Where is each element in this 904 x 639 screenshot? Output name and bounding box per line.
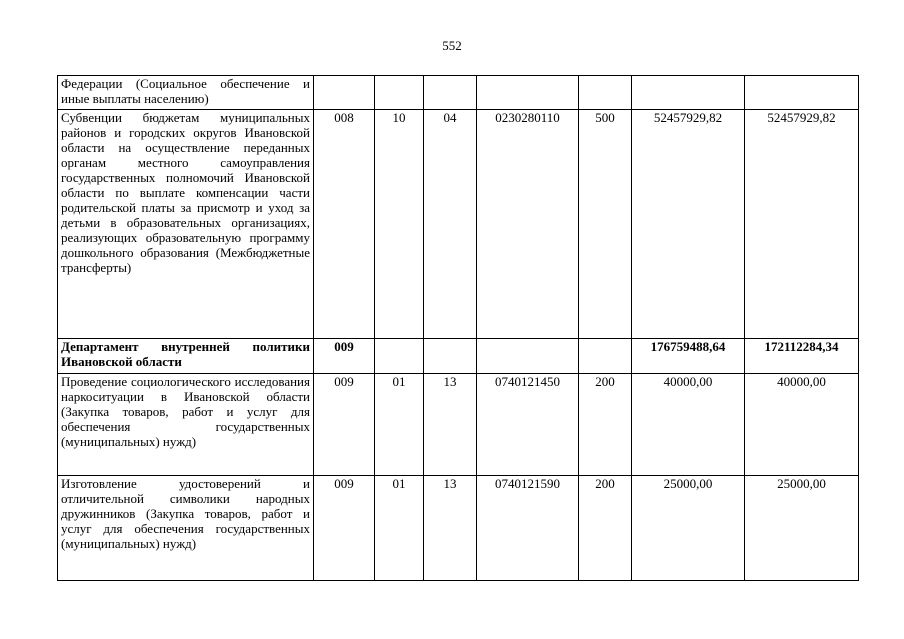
row-admin-code — [314, 76, 375, 110]
row-admin-code: 009 — [314, 374, 375, 476]
row-amount-2: 40000,00 — [745, 374, 859, 476]
row-amount-1: 25000,00 — [632, 476, 745, 581]
row-target-code — [477, 76, 579, 110]
row-description: Департамент внутренней политики Ивановской области — [58, 339, 314, 374]
row-subsection — [424, 76, 477, 110]
row-amount-1: 52457929,82 — [632, 110, 745, 339]
row-amount-1 — [632, 76, 745, 110]
row-subsection: 04 — [424, 110, 477, 339]
row-expense-type: 500 — [579, 110, 632, 339]
row-amount-2: 52457929,82 — [745, 110, 859, 339]
row-target-code: 0740121450 — [477, 374, 579, 476]
row-section: 01 — [375, 374, 424, 476]
row-description: Проведение социологического исследования наркоситуации в Ивановской области (Закупка товаров, работ и услуг для обеспечения государственных (муниципальных) нужд) — [58, 374, 314, 476]
row-subsection: 13 — [424, 476, 477, 581]
budget-table — [57, 75, 859, 581]
page-number: 552 — [442, 38, 462, 53]
row-section: 01 — [375, 476, 424, 581]
row-target-code: 0740121590 — [477, 476, 579, 581]
row-section — [375, 339, 424, 374]
table-row — [58, 374, 859, 476]
row-section: 10 — [375, 110, 424, 339]
row-admin-code: 009 — [314, 339, 375, 374]
row-target-code — [477, 339, 579, 374]
row-target-code: 0230280110 — [477, 110, 579, 339]
row-description: Изготовление удостоверений и отличительной символики народных дружинников (Закупка товаров, работ и услуг для обеспечения государственных (муниципальных) нужд) — [58, 476, 314, 581]
table-row — [58, 110, 859, 339]
row-expense-type — [579, 339, 632, 374]
row-amount-2: 172112284,34 — [745, 339, 859, 374]
row-expense-type: 200 — [579, 476, 632, 581]
row-subsection — [424, 339, 477, 374]
table-row — [58, 339, 859, 374]
row-amount-2 — [745, 76, 859, 110]
row-expense-type — [579, 76, 632, 110]
row-amount-2: 25000,00 — [745, 476, 859, 581]
table-row — [58, 476, 859, 581]
row-amount-1: 40000,00 — [632, 374, 745, 476]
row-expense-type: 200 — [579, 374, 632, 476]
row-amount-1: 176759488,64 — [632, 339, 745, 374]
row-subsection: 13 — [424, 374, 477, 476]
row-description: Субвенции бюджетам муниципальных районов и городских округов Ивановской области на осуществление переданных органам местного самоуправления государственных полномочий Ивановской области по выплате компенсации части родительской платы за присмотр и уход за детьми в образовательных организациях, реализующих образовательную программу дошкольного образования (Межбюджетные трансферты) — [58, 110, 314, 339]
table-row — [58, 76, 859, 110]
row-section — [375, 76, 424, 110]
row-admin-code: 008 — [314, 110, 375, 339]
row-admin-code: 009 — [314, 476, 375, 581]
row-description: Федерации (Социальное обеспечение и иные выплаты населению) — [58, 76, 314, 110]
